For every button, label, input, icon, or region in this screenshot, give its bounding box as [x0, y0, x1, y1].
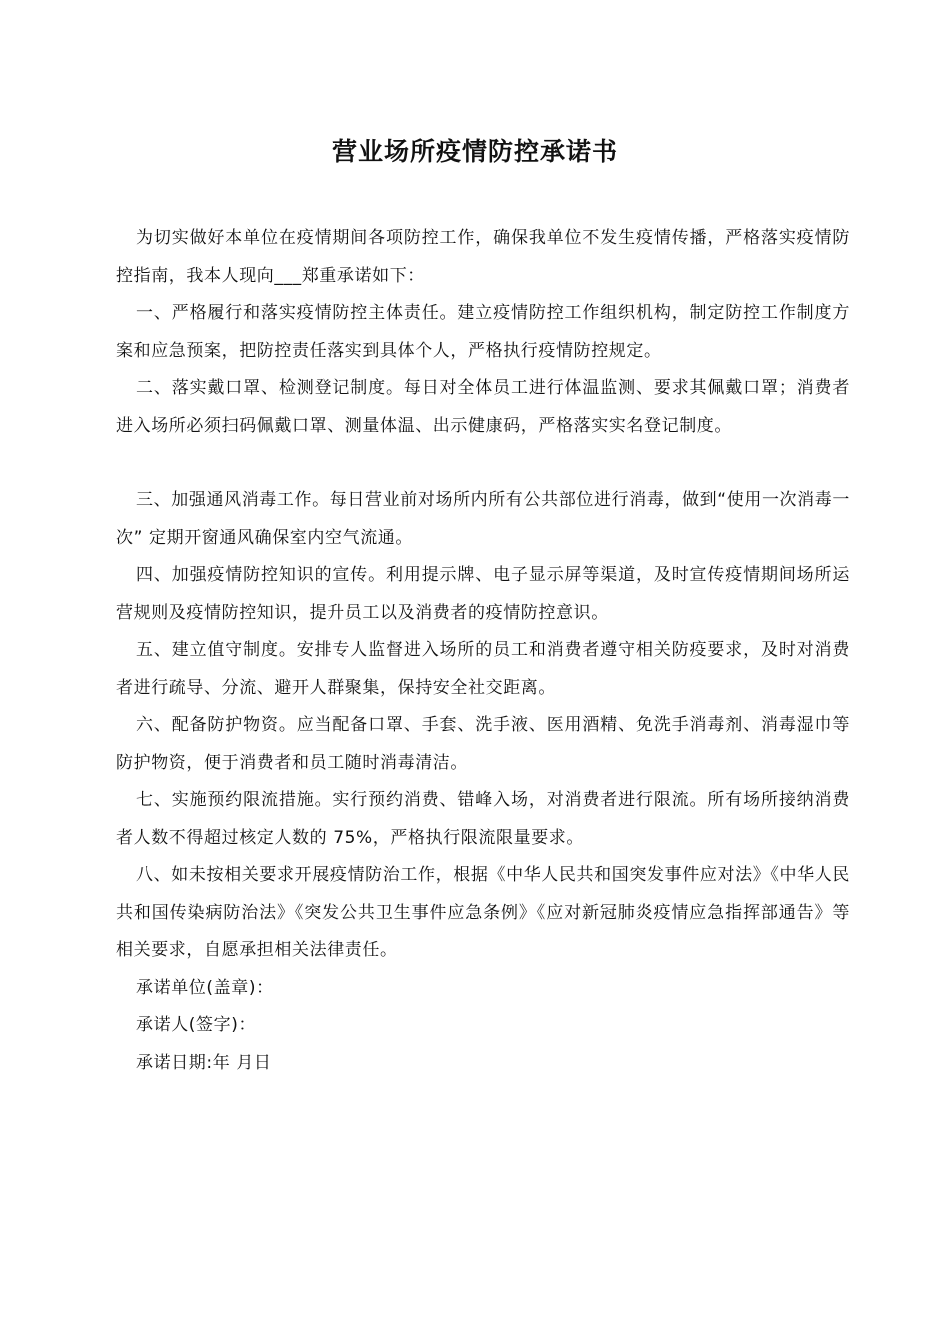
clause-4-paragraph: 四、加强疫情防控知识的宣传。利用提示牌、电子显示屏等渠道，及时宣传疫情期间场所运营规则及疫情防控知识，提升员工以及消费者的疫情防控意识。 — [116, 565, 850, 623]
document-title: 营业场所疫情防控承诺书 — [331, 137, 618, 166]
clause-5-paragraph: 五、建立值守制度。安排专人监督进入场所的员工和消费者遵守相关防疫要求，及时对消费者进行疏导、分流、避开人群聚集，保持安全社交距离。 — [116, 640, 850, 698]
signature-unit-line: 承诺单位(盖章)： — [136, 977, 274, 998]
clause-3-paragraph: 三、加强通风消毒工作。每日营业前对场所内所有公共部位进行消毒，做到“使用一次消毒一次” 定期开窗通风确保室内空气流通。 — [116, 490, 850, 548]
clause-7-paragraph: 七、实施预约限流措施。实行预约消费、错峰入场，对消费者进行限流。所有场所接纳消费者人数不得超过核定人数的 75%，严格执行限流限量要求。 — [116, 790, 850, 848]
document-body — [116, 220, 850, 1082]
signature-person-line: 承诺人(签字)： — [136, 1015, 257, 1035]
intro-paragraph: 为切实做好本单位在疫情期间各项防控工作，确保我单位不发生疫情传播，严格落实疫情防控指南，我本人现向___郑重承诺如下： — [116, 228, 850, 286]
clause-1-paragraph: 一、严格履行和落实疫情防控主体责任。建立疫情防控工作组织机构，制定防控工作制度方案和应急预案，把防控责任落实到具体个人，严格执行疫情防控规定。 — [116, 303, 850, 361]
clause-8-paragraph: 八、如未按相关要求开展疫情防治工作，根据《中华人民共和国突发事件应对法》《中华人民共和国传染病防治法》《突发公共卫生事件应急条例》《应对新冠肺炎疫情应急指挥部通告》等相关要求，自愿承担相关法律责任。 — [116, 865, 850, 960]
clause-6-paragraph: 六、配备防护物资。应当配备口罩、手套、洗手液、医用酒精、免洗手消毒剂、消毒湿巾等防护物资，便于消费者和员工随时消毒清洁。 — [116, 715, 850, 773]
signature-date-line: 承诺日期:年 月日 — [136, 1052, 272, 1073]
clause-2-paragraph: 二、落实戴口罩、检测登记制度。每日对全体员工进行体温监测、要求其佩戴口罩；消费者进入场所必须扫码佩戴口罩、测量体温、出示健康码，严格落实实名登记制度。 — [116, 378, 850, 436]
